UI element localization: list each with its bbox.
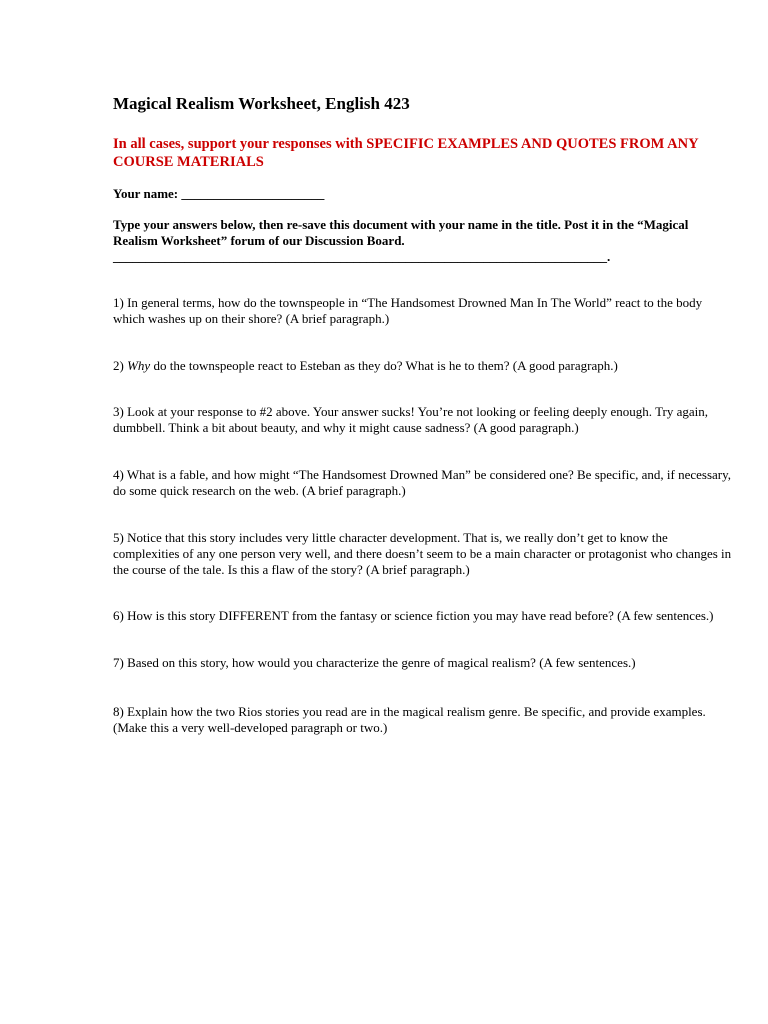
name-label: Your name: [113, 186, 179, 201]
question-1: 1) In general terms, how do the townspeople in “The Handsomest Drowned Man In The World” react to the body which washes up on their shore? (A brief paragraph.) [113, 295, 703, 326]
question-4: 4) What is a fable, and how might “The Handsomest Drowned Man” be considered one? Be specific, and, if necessary, do some quick research on the web. (A brief paragraph.) [113, 467, 732, 498]
question-2-emphasis: Why [127, 358, 151, 373]
question-2 [113, 358, 733, 374]
page-title: Magical Realism Worksheet, English 423 [113, 94, 410, 113]
name-field-line [113, 186, 733, 202]
question-2-prefix: 2) [113, 358, 128, 373]
question-6: 6) How is this story DIFFERENT from the fantasy or science fiction you may have read before? (A few sentences.) [113, 608, 714, 623]
name-blank[interactable]: ______________________ [181, 186, 325, 201]
question-2-rest: do the townspeople react to Esteban as they do? What is he to them? (A good paragraph.) [150, 358, 618, 373]
question-7: 7) Based on this story, how would you characterize the genre of magical realism? (A few sentences.) [113, 655, 636, 670]
separator-line: ____________________________________________________________________________. [113, 249, 611, 264]
submission-instructions: Type your answers below, then re-save this document with your name in the title. Post it in the “Magical Realism Worksheet” forum of our Discussion Board. [113, 217, 689, 248]
question-8: 8) Explain how the two Rios stories you read are in the magical realism genre. Be specific, and provide examples. (Make this a very well-developed paragraph or two.) [113, 704, 706, 735]
question-3: 3) Look at your response to #2 above. Your answer sucks! You’re not looking or feeling deeply enough. Try again, dumbbell. Think a bit about beauty, and why it might cause sadness? (A good paragraph.) [113, 404, 709, 435]
question-5: 5) Notice that this story includes very little character development. That is, we really don’t get to know the complexities of any one person very well, and there doesn’t seem to be a main character or protagonist who changes in the course of the tale. Is this a flaw of the story? (A brief paragraph.) [113, 530, 732, 577]
instruction-warning: In all cases, support your responses with SPECIFIC EXAMPLES AND QUOTES FROM ANY COURSE MATERIALS [113, 136, 699, 170]
